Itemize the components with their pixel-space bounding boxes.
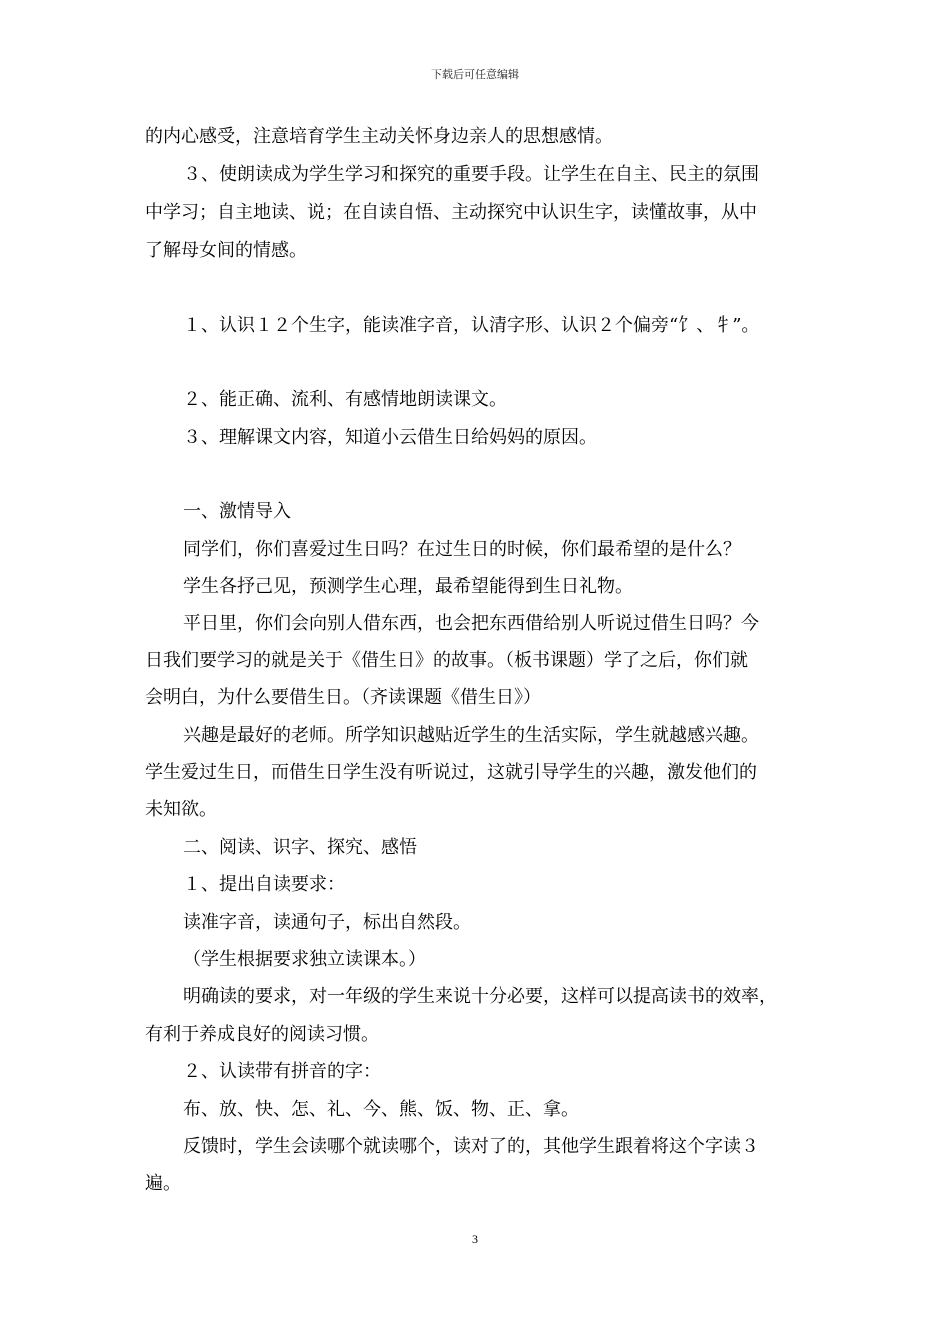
paragraph-line: １、认识１２个生字，能读准字音，认清字形、认识２个偏旁“饣、牜”。 [183,315,760,336]
paragraph-line: 平日里，你们会向别人借东西，也会把东西借给别人听说过借生日吗？今 [183,613,759,634]
paragraph-line: 同学们，你们喜爱过生日吗？在过生日的时候，你们最希望的是什么？ [183,539,741,560]
paragraph-line: ２、能正确、流利、有感情地朗读课文。 [183,389,507,410]
page-header: 下载后可任意编辑 [431,68,519,81]
paragraph-line: 了解母女间的情感。 [145,240,307,261]
paragraph-line: （学生根据要求独立读课本。） [183,949,426,970]
paragraph-line: １、提出自读要求： [183,874,345,895]
paragraph-line: 日我们要学习的就是关于《借生日》的故事。（板书课题）学了之后，你们就 [145,650,748,671]
paragraph-line: 学生各抒己见，预测学生心理，最希望能得到生日礼物。 [183,576,633,597]
paragraph-line: 会明白，为什么要借生日。（齐读课题《借生日》） [145,687,541,708]
paragraph-line: 未知欲。 [145,799,217,820]
paragraph-line: 明确读的要求，对一年级的学生来说十分必要，这样可以提高读书的效率， [183,986,777,1007]
paragraph-line: ３、理解课文内容，知道小云借生日给妈妈的原因。 [183,427,597,448]
section-heading: 一、激情导入 [183,501,291,522]
paragraph-line: 反馈时，学生会读哪个就读哪个，读对了的，其他学生跟着将这个字读３ [183,1136,759,1157]
page-number: 3 [472,1232,478,1246]
paragraph-line: 学生爱过生日，而借生日学生没有听说过，这就引导学生的兴趣，激发他们的 [145,762,757,783]
paragraph-line: 中学习；自主地读、说；在自读自悟、主动探究中认识生字，读懂故事，从中 [145,202,757,223]
paragraph-line: ３、使朗读成为学生学习和探究的重要手段。让学生在自主、民主的氛围 [183,164,759,185]
section-heading: 二、阅读、识字、探究、感悟 [183,837,417,858]
paragraph-line: 布、放、快、怎、礼、今、熊、饭、物、正、拿。 [183,1099,579,1120]
paragraph-line: 的内心感受，注意培育学生主动关怀身边亲人的思想感情。 [145,126,613,147]
paragraph-line: 遍。 [145,1173,181,1194]
paragraph-line: 兴趣是最好的老师。所学知识越贴近学生的生活实际，学生就越感兴趣。 [183,725,759,746]
paragraph-line: 读准字音，读通句子，标出自然段。 [183,912,471,933]
paragraph-line: ２、认读带有拼音的字： [183,1061,381,1082]
paragraph-line: 有利于养成良好的阅读习惯。 [145,1024,379,1045]
